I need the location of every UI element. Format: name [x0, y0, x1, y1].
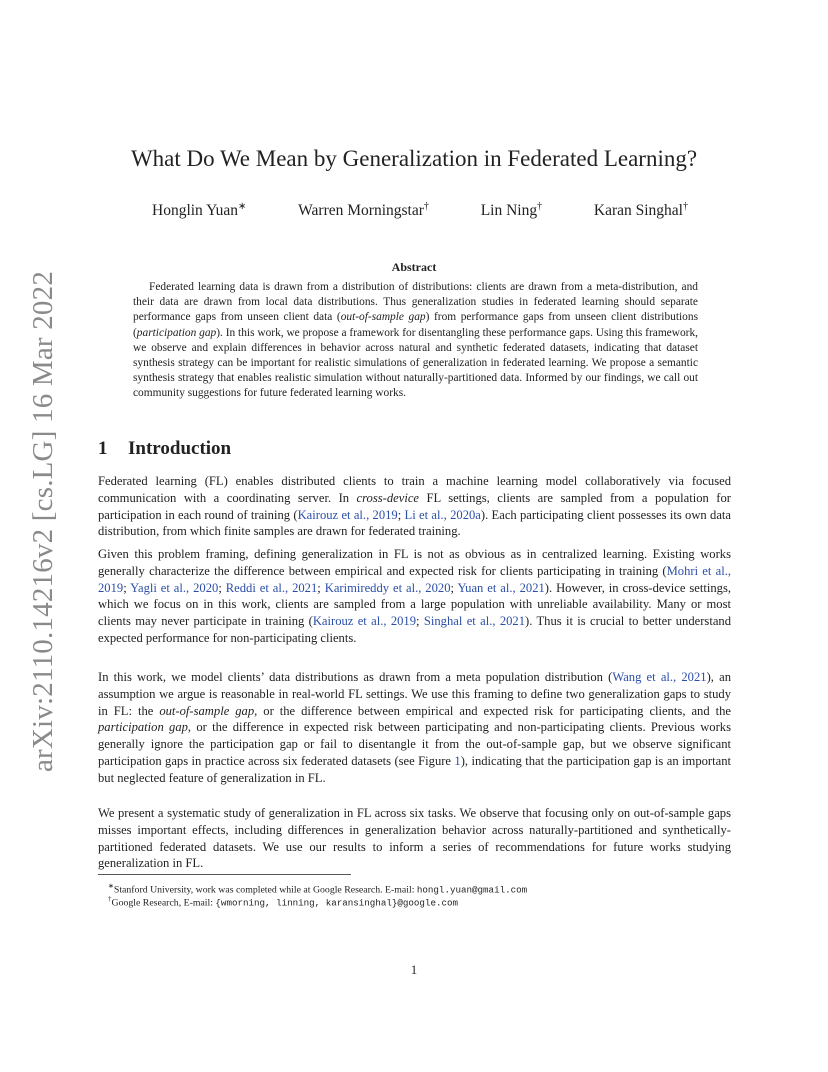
paragraph: Federated learning (FL) enables distributed clients to train a machine learning model collaboratively via focused communication with a coordinating server. In cross-device FL settings, clients are sampled from a population for participation in each round of training (Kairouz et al., 2019; Li et al., 2020a). Each participating client possesses its own data distribution, from which finite samples are drawn for federated training. — [98, 474, 731, 539]
citation-link[interactable]: Wang et al., 2021 — [612, 670, 707, 684]
abstract-text: Federated learning data is drawn from a distribution of distributions: clients are drawn from a meta-distribution, and their data are drawn from local data distributions. Thus generalization studies in federated learning should separate performance gaps from unseen client data (out-of-sample gap) from performance gaps from unseen client distributions (participation gap). In this work, we propose a framework for disentangling these performance gaps. Using this framework, we observe and explain differences in behavior across natural and synthetic federated datasets, indicating that dataset synthesis strategy can be important for realistic simulations of generalization in federated learning. We propose a semantic synthesis strategy that enables realistic simulation without naturally-partitioned data. Informed by our findings, we call out community suggestions for future federated learning works. — [133, 281, 698, 400]
author-mark: † — [683, 201, 688, 212]
arxiv-side-stamp — [18, 270, 70, 772]
email-address: {wmorning, linning, karansinghal}@google.com — [215, 897, 459, 909]
author-mark: † — [423, 201, 429, 212]
author-name: Honglin Yuan — [152, 202, 238, 220]
author-name: Karan Singhal — [593, 202, 683, 220]
page-number: 1 — [410, 963, 418, 977]
author — [481, 201, 542, 220]
figure-link[interactable]: 1 — [454, 753, 461, 768]
paragraph: We present a systematic study of generalization in FL across six tasks. We observe that focusing only on out-of-sample gaps misses important effects, including differences in generalization behavior across naturally-partitioned and synthetically-partitioned federated datasets. We use our results to inform a series of recommendations for future works studying generalization in FL. — [98, 806, 731, 871]
citation-link[interactable]: Mohri et al., 2019 — [98, 563, 731, 595]
author — [594, 201, 688, 220]
paper-title: What Do We Mean by Generalization in Federated Learning? — [130, 146, 698, 171]
section-heading — [98, 438, 231, 460]
footnote: †Google Research, E-mail: {wmorning, linning, karansinghal}@google.com — [108, 895, 459, 909]
arxiv-identifier: arXiv:2110.14216v2 [cs.LG] 16 Mar 2022 — [27, 270, 60, 772]
author-mark: † — [537, 201, 543, 212]
citation-link[interactable]: Kairouz et al., 2019 — [312, 614, 417, 629]
citation-link[interactable]: Reddi et al., 2021 — [225, 580, 318, 595]
citation-link[interactable]: Singhal et al., 2021 — [423, 614, 526, 629]
section-number: 1 — [98, 438, 108, 459]
author-name: Warren Morningstar — [298, 202, 424, 220]
citation-link[interactable]: Kairouz et al., 2019 — [297, 507, 398, 522]
citation-link[interactable]: Karimireddy et al., 2020 — [324, 580, 451, 595]
author-name: Lin Ning — [480, 202, 538, 220]
footnote: ∗Stanford University, work was completed while at Google Research. E-mail: hongl.yuan@gmail.com — [108, 882, 528, 896]
citation-link[interactable]: Yuan et al., 2021 — [457, 580, 545, 595]
paragraph: Given this problem framing, defining generalization in FL is not as obvious as in centralized learning. Existing works generally characterize the difference between empirical and expected risk for clients participating in training (Mohri et al., 2019; Yagli et al., 2020; Reddi et al., 2021; Karimireddy et al., 2020; Yuan et al., 2021). However, in cross-device settings, which we focus on in this work, clients are sampled from a large population with unreliable availability. Many or most clients may never participate in training (Kairouz et al., 2019; Singhal et al., 2021). Thus it is crucial to better understand expected performance for non-participating clients. — [98, 547, 732, 645]
author — [298, 201, 429, 220]
paragraph: In this work, we model clients’ data distributions as drawn from a meta population distribution (Wang et al., 2021), an assumption we argue is reasonable in real-world FL settings. We use this framing to define two generalization gaps to study in FL: the out-of-sample gap, or the difference between empirical and expected risk for participating clients, and the participation gap, or the difference in expected risk between participating and non-participating clients. Previous works generally ignore the participation gap or fail to disentangle it from the out-of-sample gap, but we observe significant participation gaps in practice across six federated datasets (see Figure 1), indicating that the participation gap is an important but neglected feature of generalization in FL. — [98, 670, 731, 785]
email-address: hongl.yuan@gmail.com — [416, 884, 528, 896]
footnote-rule — [98, 874, 351, 875]
citation-link[interactable]: Li et al., 2020a — [404, 507, 481, 522]
abstract-heading: Abstract — [391, 260, 437, 274]
section-title: Introduction — [128, 438, 232, 459]
author-mark: ∗ — [237, 201, 247, 212]
author — [152, 201, 246, 220]
author-list — [152, 201, 688, 220]
citation-link[interactable]: Yagli et al., 2020 — [130, 580, 219, 595]
